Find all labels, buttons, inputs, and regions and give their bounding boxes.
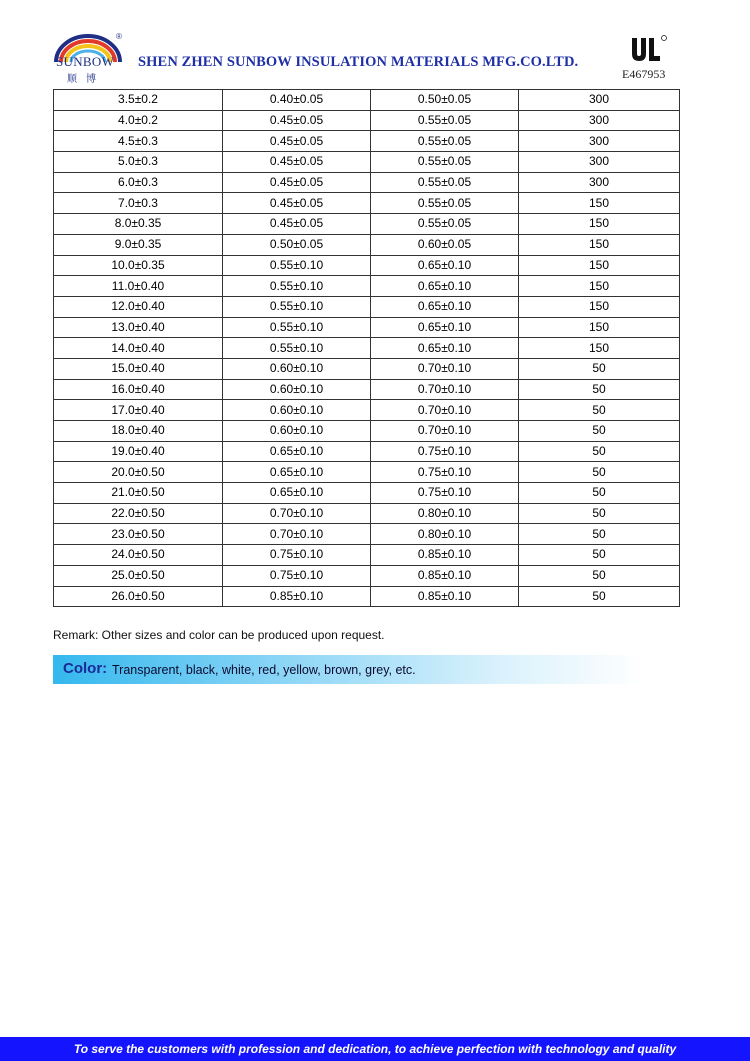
page-footer (0, 1037, 750, 1061)
table-cell: 15.0±0.40 (54, 358, 223, 379)
color-label: Color: (63, 660, 108, 677)
table-cell: 300 (519, 131, 680, 152)
table-cell: 0.70±0.10 (371, 379, 519, 400)
table-cell: 16.0±0.40 (54, 379, 223, 400)
table-cell: 0.45±0.05 (223, 172, 371, 193)
table-cell: 0.60±0.10 (223, 421, 371, 442)
table-cell: 0.65±0.10 (371, 276, 519, 297)
table-cell: 24.0±0.50 (54, 545, 223, 566)
logo-chinese-text: 顺博 (67, 74, 105, 85)
table-row (54, 524, 680, 545)
table-cell: 0.85±0.10 (371, 586, 519, 607)
table-cell: 0.60±0.10 (223, 358, 371, 379)
table-row (54, 110, 680, 131)
registered-mark: ® (116, 32, 122, 41)
table-cell: 300 (519, 110, 680, 131)
table-cell: 21.0±0.50 (54, 483, 223, 504)
logo-brand-text: SUNBOW (56, 54, 115, 69)
specification-table (53, 89, 680, 607)
table-cell: 7.0±0.3 (54, 193, 223, 214)
table-cell: 8.0±0.35 (54, 214, 223, 235)
table-row (54, 565, 680, 586)
table-cell: 13.0±0.40 (54, 317, 223, 338)
table-cell: 0.80±0.10 (371, 524, 519, 545)
table-cell: 150 (519, 255, 680, 276)
table-cell: 0.65±0.10 (371, 296, 519, 317)
color-options-bar (53, 655, 643, 684)
table-row (54, 503, 680, 524)
table-cell: 0.70±0.10 (371, 400, 519, 421)
table-cell: 0.55±0.05 (371, 110, 519, 131)
table-cell: 50 (519, 379, 680, 400)
table-row (54, 193, 680, 214)
table-cell: 9.0±0.35 (54, 234, 223, 255)
table-cell: 0.55±0.05 (371, 172, 519, 193)
table-cell: 6.0±0.3 (54, 172, 223, 193)
table-cell: 150 (519, 214, 680, 235)
table-row (54, 586, 680, 607)
table-cell: 150 (519, 193, 680, 214)
table-cell: 50 (519, 483, 680, 504)
table-cell: 0.55±0.10 (223, 296, 371, 317)
table-row (54, 255, 680, 276)
table-cell: 23.0±0.50 (54, 524, 223, 545)
table-cell: 0.80±0.10 (371, 503, 519, 524)
table-cell: 0.75±0.10 (371, 441, 519, 462)
table-cell: 4.0±0.2 (54, 110, 223, 131)
table-cell: 0.70±0.10 (371, 421, 519, 442)
table-cell: 0.60±0.10 (223, 400, 371, 421)
table-cell: 0.55±0.10 (223, 255, 371, 276)
table-cell: 150 (519, 276, 680, 297)
footer-slogan: To serve the customers with profession and dedication, to achieve perfection with technology and quality (73, 1042, 677, 1056)
table-row (54, 421, 680, 442)
table-row (54, 379, 680, 400)
table-row (54, 317, 680, 338)
table-cell: 5.0±0.3 (54, 152, 223, 173)
table-cell: 0.65±0.10 (223, 462, 371, 483)
table-cell: 0.45±0.05 (223, 110, 371, 131)
table-cell: 12.0±0.40 (54, 296, 223, 317)
sunbow-logo (50, 30, 128, 86)
table-cell: 0.40±0.05 (223, 90, 371, 111)
table-cell: 11.0±0.40 (54, 276, 223, 297)
table-row (54, 400, 680, 421)
table-row (54, 441, 680, 462)
table-cell: 150 (519, 296, 680, 317)
table-cell: 25.0±0.50 (54, 565, 223, 586)
table-cell: 0.65±0.10 (371, 255, 519, 276)
table-cell: 0.45±0.05 (223, 193, 371, 214)
table-cell: 22.0±0.50 (54, 503, 223, 524)
table-cell: 50 (519, 503, 680, 524)
table-cell: 0.55±0.10 (223, 338, 371, 359)
table-cell: 17.0±0.40 (54, 400, 223, 421)
table-cell: 0.75±0.10 (371, 483, 519, 504)
table-cell: 3.5±0.2 (54, 90, 223, 111)
table-cell: 300 (519, 172, 680, 193)
page-header (0, 0, 750, 88)
table-cell: 0.45±0.05 (223, 152, 371, 173)
table-cell: 50 (519, 586, 680, 607)
table-cell: 0.55±0.10 (223, 276, 371, 297)
table-row (54, 214, 680, 235)
table-row (54, 358, 680, 379)
table-cell: 0.50±0.05 (223, 234, 371, 255)
table-cell: 0.55±0.10 (223, 317, 371, 338)
ul-file-number: E467953 (622, 67, 666, 81)
table-cell: 50 (519, 421, 680, 442)
table-row (54, 296, 680, 317)
table-cell: 50 (519, 462, 680, 483)
table-cell: 150 (519, 338, 680, 359)
table-cell: 0.65±0.10 (223, 441, 371, 462)
table-row (54, 152, 680, 173)
table-cell: 150 (519, 234, 680, 255)
table-cell: 50 (519, 545, 680, 566)
table-cell: 10.0±0.35 (54, 255, 223, 276)
color-options-text: Transparent, black, white, red, yellow, brown, grey, etc. (112, 663, 416, 677)
table-cell: 0.75±0.10 (371, 462, 519, 483)
remark-text: Remark: Other sizes and color can be produced upon request. (53, 628, 385, 642)
table-cell: 0.55±0.05 (371, 193, 519, 214)
table-cell: 0.85±0.10 (371, 565, 519, 586)
table-cell: 150 (519, 317, 680, 338)
table-row (54, 172, 680, 193)
table-cell: 50 (519, 400, 680, 421)
table-row (54, 234, 680, 255)
company-name: SHEN ZHEN SUNBOW INSULATION MATERIALS MFG.CO.LTD. (138, 54, 579, 70)
table-cell: 0.55±0.05 (371, 152, 519, 173)
table-cell: 0.70±0.10 (223, 503, 371, 524)
table-cell: 4.5±0.3 (54, 131, 223, 152)
table-cell: 14.0±0.40 (54, 338, 223, 359)
table-row (54, 483, 680, 504)
table-cell: 0.45±0.05 (223, 214, 371, 235)
table-cell: 20.0±0.50 (54, 462, 223, 483)
table-cell: 0.85±0.10 (223, 586, 371, 607)
table-cell: 300 (519, 152, 680, 173)
table-cell: 0.75±0.10 (223, 545, 371, 566)
table-row (54, 338, 680, 359)
table-cell: 300 (519, 90, 680, 111)
table-cell: 19.0±0.40 (54, 441, 223, 462)
table-cell: 0.65±0.10 (223, 483, 371, 504)
table-row (54, 90, 680, 111)
table-cell: 0.85±0.10 (371, 545, 519, 566)
table-cell: 0.75±0.10 (223, 565, 371, 586)
table-cell: 0.65±0.10 (371, 338, 519, 359)
table-cell: 0.65±0.10 (371, 317, 519, 338)
table-cell: 18.0±0.40 (54, 421, 223, 442)
table-cell: 0.50±0.05 (371, 90, 519, 111)
table-cell: 50 (519, 358, 680, 379)
table-cell: 50 (519, 441, 680, 462)
ul-certification-icon (626, 34, 670, 66)
table-cell: 0.70±0.10 (371, 358, 519, 379)
table-cell: 0.45±0.05 (223, 131, 371, 152)
table-cell: 50 (519, 524, 680, 545)
table-cell: 0.60±0.10 (223, 379, 371, 400)
table-row (54, 545, 680, 566)
table-cell: 0.55±0.05 (371, 131, 519, 152)
table-cell: 0.70±0.10 (223, 524, 371, 545)
table-row (54, 462, 680, 483)
table-cell: 0.60±0.05 (371, 234, 519, 255)
table-row (54, 276, 680, 297)
specification-table-body (54, 90, 680, 607)
table-row (54, 131, 680, 152)
table-cell: 0.55±0.05 (371, 214, 519, 235)
table-cell: 50 (519, 565, 680, 586)
table-cell: 26.0±0.50 (54, 586, 223, 607)
